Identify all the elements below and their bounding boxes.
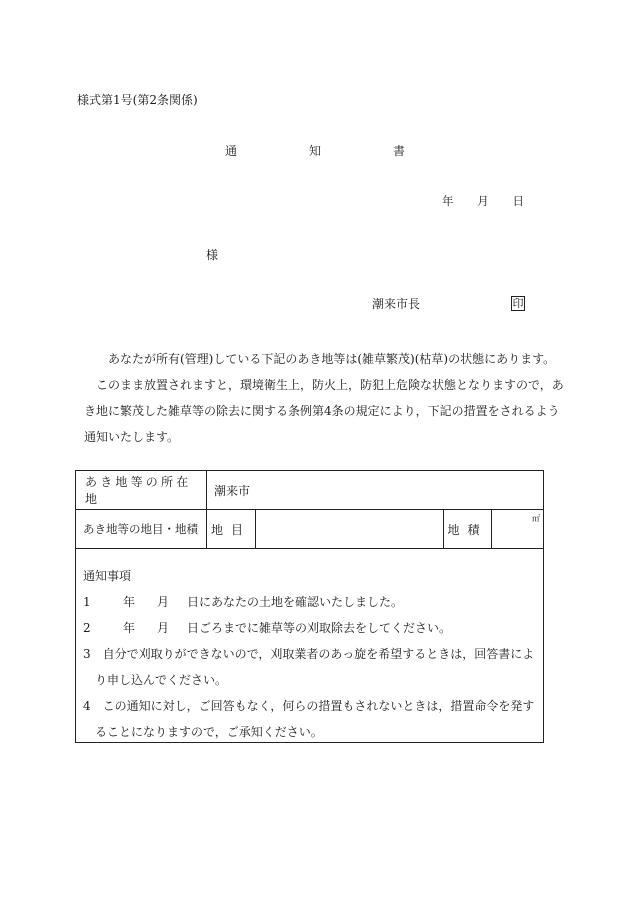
item-month: 月	[157, 595, 170, 609]
seal-mark: 印	[512, 297, 524, 310]
land-row	[76, 510, 543, 549]
addressee-suffix: 様	[206, 248, 219, 262]
notice-item-4: 4 この通知に対し，ご回答もなく，何らの措置もされないときは，措置命令を発することになりますので，ご承知ください。	[83, 699, 535, 739]
location-row	[76, 471, 543, 510]
notice-item-1	[83, 589, 541, 615]
area-unit: ㎡	[532, 514, 540, 523]
location-label: あき地等の所在地	[76, 471, 207, 509]
title-char: 知	[308, 144, 321, 158]
notice-item-2	[83, 615, 541, 641]
date-month: 月	[477, 194, 489, 208]
chimoku-value	[256, 510, 444, 548]
notice-heading: 通知事項	[83, 569, 132, 583]
chiseki-label: 地積	[444, 510, 492, 548]
body-paragraph-1: あなたが所有(管理)している下記のあき地等は(雑草繁茂)(枯草)の状態にあります。	[108, 352, 556, 366]
title-char: 書	[392, 144, 405, 158]
notice-table	[75, 470, 544, 743]
item-number: 2	[83, 621, 91, 635]
item-year: 年	[123, 621, 136, 635]
chiseki-value	[492, 510, 545, 548]
item-number: 1	[83, 595, 91, 609]
land-label: あき地等の地目・地積	[76, 510, 207, 548]
date-year: 年	[442, 194, 454, 208]
document-title	[225, 145, 405, 157]
item-text: 日にあなたの土地を確認いたしました。	[187, 595, 404, 609]
form-number-label: 様式第1号(第2条関係)	[77, 93, 198, 107]
title-char: 通	[225, 144, 238, 158]
location-value: 潮来市	[214, 483, 251, 498]
notice-items	[83, 563, 541, 745]
body-paragraph-2	[71, 372, 564, 450]
item-text: 日ごろまでに雑草等の刈取除去をしてください。	[187, 621, 452, 635]
body-text	[84, 346, 564, 450]
item-month: 月	[157, 621, 170, 635]
sender-name: 潮来市長	[372, 297, 421, 311]
item-year: 年	[123, 595, 136, 609]
date-line	[442, 196, 524, 208]
notice-item-3: 3 自分で刈取りができないので，刈取業者のあっ旋を希望するときは，回答書により申し込んでください。	[83, 647, 535, 687]
body-paragraph-2-text: このまま放置されますと，環境衛生上，防火上，防犯上危険な状態となりますので，あき地に繁茂した雑草等の除去に関する条例第4条の規定により，下記の措置をされるよう通知いたします。	[84, 378, 564, 444]
date-day: 日	[512, 194, 524, 208]
chimoku-label: 地目	[207, 510, 256, 548]
